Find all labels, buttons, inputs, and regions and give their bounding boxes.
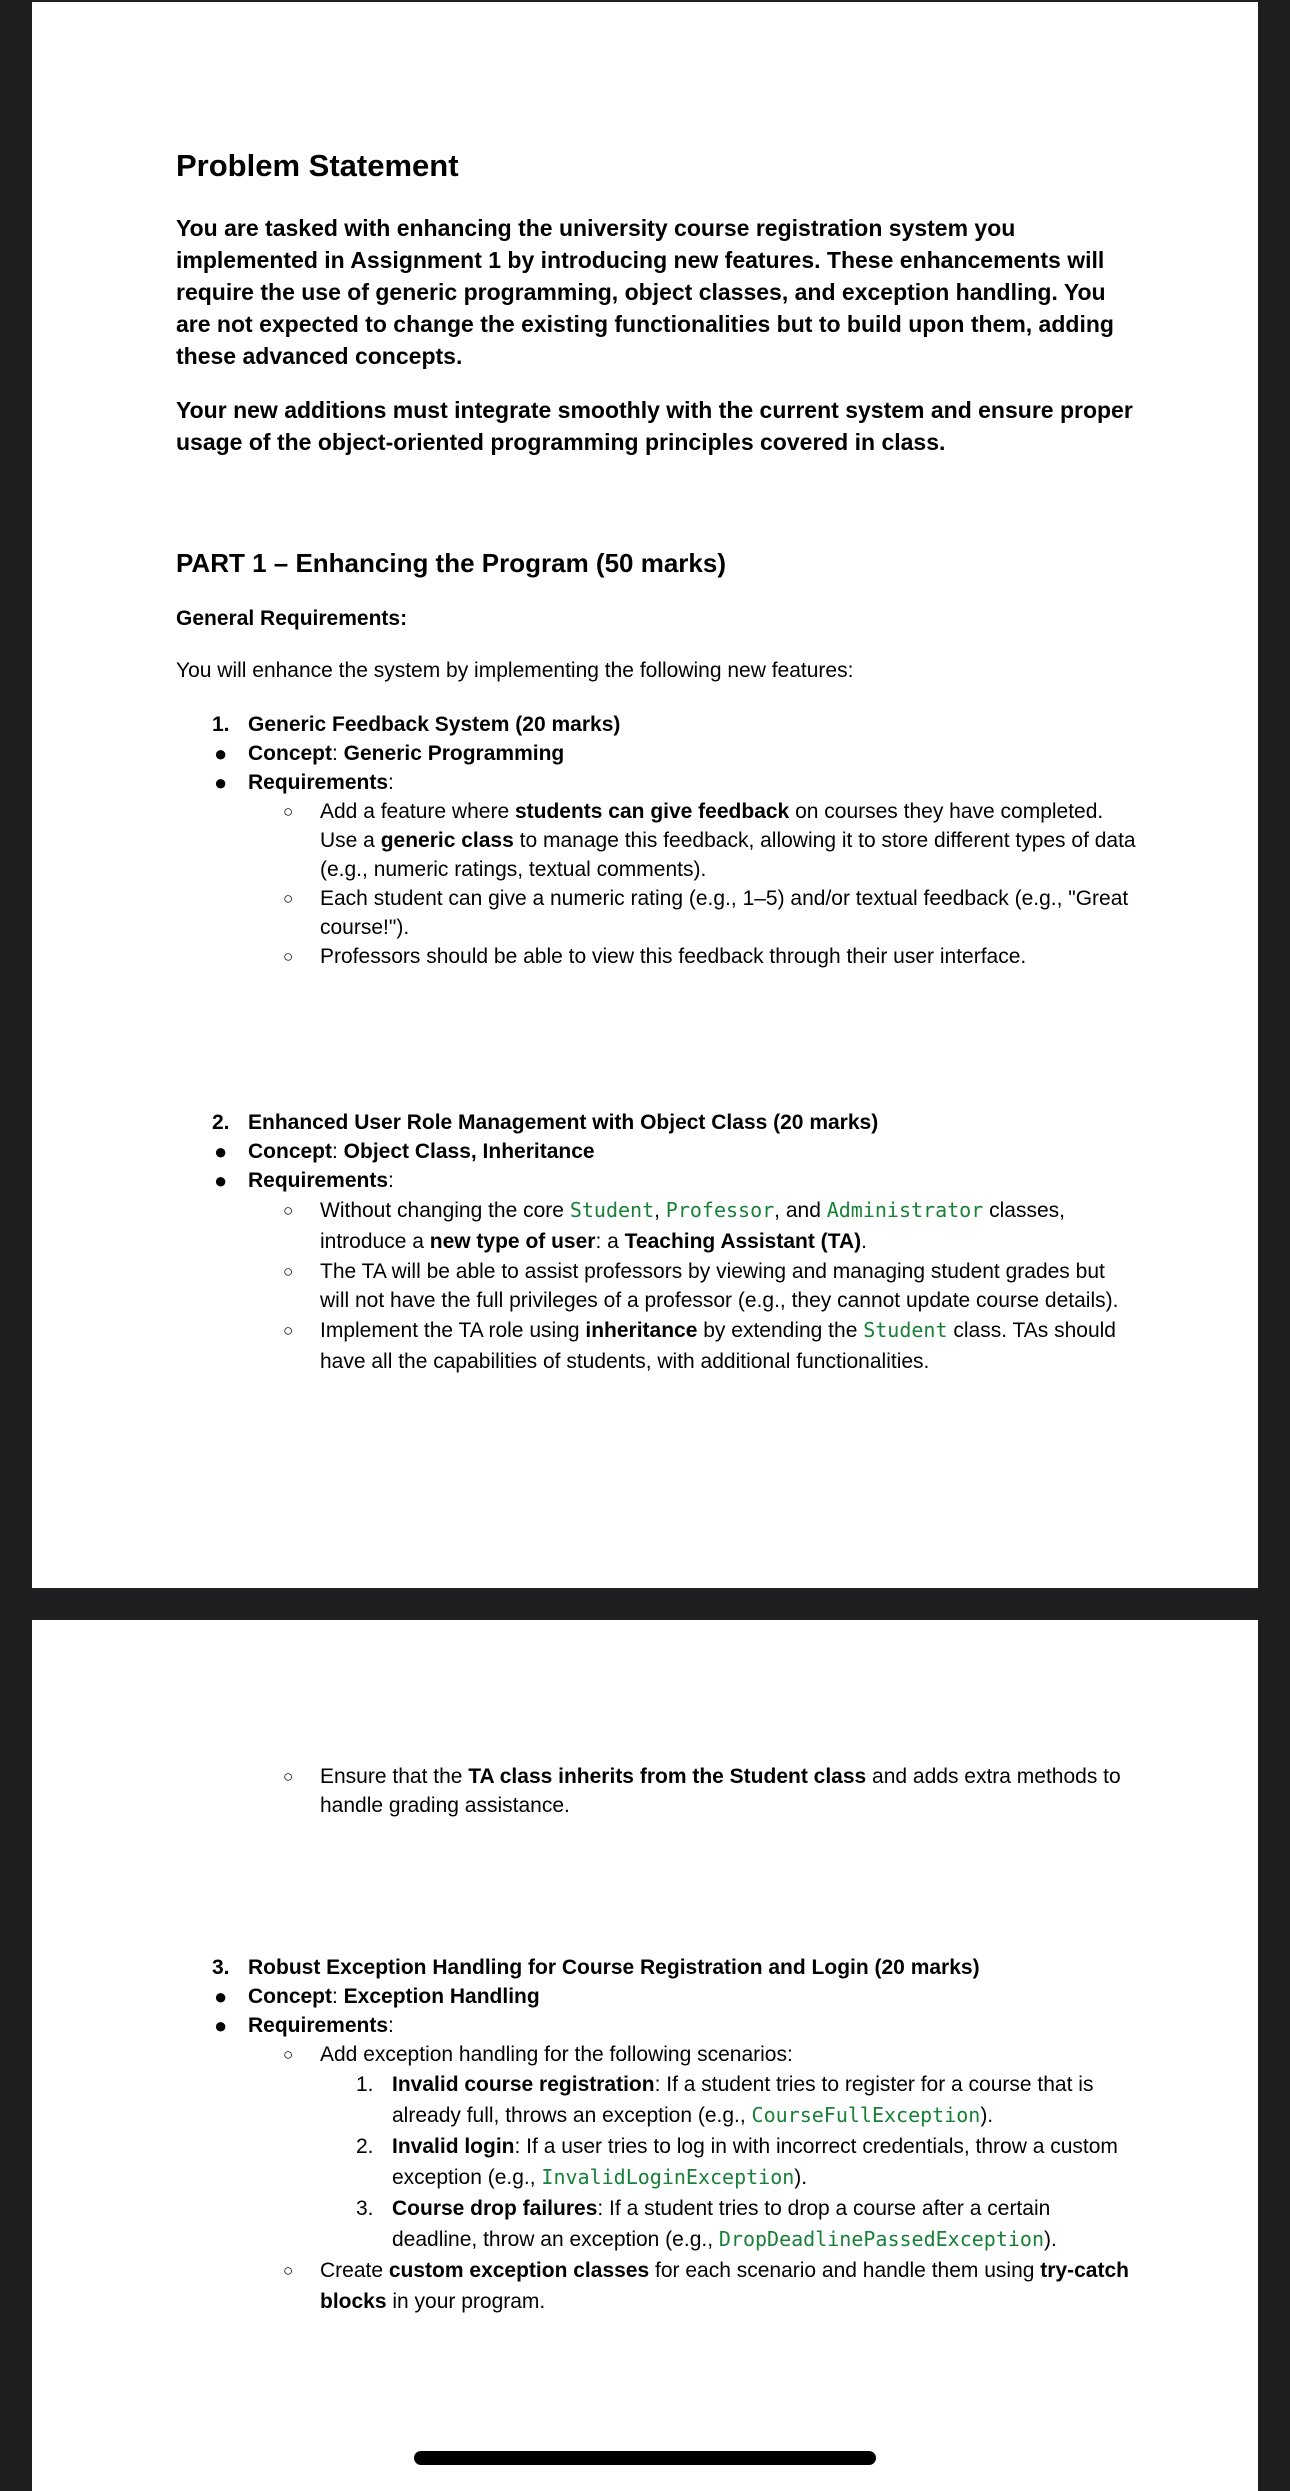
feature-2-req-2	[176, 1257, 1136, 1315]
feature-3-req-1	[176, 2040, 1136, 2069]
req-text: to manage this feedback, allowing it to store different types of data (e.g., numeric ratings, textual comments).	[320, 829, 1136, 881]
req-text: Without changing the core	[320, 1199, 570, 1222]
document-page-1	[32, 2, 1258, 1588]
feature-3-req-2	[176, 2255, 1136, 2317]
req-emphasis: TA class inherits from the Student class	[468, 1765, 867, 1788]
req-emphasis: try-catch blocks	[320, 2259, 1129, 2313]
req-text: class. TAs should have all the capabilities of students, with additional functionalities.	[320, 1319, 1116, 1373]
req-text: on courses they have completed. Use a	[320, 800, 1104, 852]
req-emphasis: new type of user	[429, 1230, 596, 1253]
feature-2-requirements-row: ● Requirements:	[214, 1168, 394, 1193]
req-text: Ensure that the	[320, 1765, 469, 1788]
feature-1-section	[176, 710, 1136, 971]
bullet-icon: ●	[214, 1168, 228, 1193]
bullet-icon: ●	[214, 770, 228, 795]
req-emphasis: inheritance	[585, 1319, 698, 1342]
concept-label: Concept	[248, 1985, 332, 2008]
feature-2-concept: Object Class, Inheritance	[343, 1140, 595, 1163]
scenario-1: 1. Invalid course registration: If a student tries to register for a course that is already full, throws an exception (e.g., CourseFullException).	[176, 2069, 1136, 2131]
scenario-title: Course drop failures	[392, 2197, 598, 2220]
requirements-label: Requirements	[248, 771, 389, 794]
bullet-icon: ●	[214, 2013, 228, 2038]
feature-3-concept-row: ● Concept: Exception Handling	[214, 1984, 540, 2009]
req-text: Professors should be able to view this feedback through their user interface.	[320, 945, 1027, 968]
feature-1-concept: Generic Programming	[343, 742, 565, 765]
scenario-title: Invalid login	[392, 2135, 515, 2158]
feature-1-req-1	[176, 797, 1136, 884]
code-exception: DropDeadlinePassedException	[718, 2227, 1044, 2251]
feature-1-requirements-row: ● Requirements:	[214, 770, 394, 795]
code-exception: InvalidLoginException	[541, 2165, 795, 2189]
req-text: The TA will be able to assist professors by viewing and managing student grades but will not have the full privileges of a professor (e.g., they cannot update course details).	[320, 1260, 1119, 1312]
feature-3-title: Robust Exception Handling for Course Registration and Login (20 marks)	[248, 1956, 980, 1979]
hollow-bullet-icon: ○	[283, 2045, 294, 2064]
feature-2-req-4	[176, 1762, 1136, 1820]
feature-2-req-3	[176, 1315, 1136, 1377]
code-student: Student	[863, 1318, 948, 1342]
hollow-bullet-icon: ○	[283, 1201, 294, 1220]
scenario-number: 3.	[356, 2197, 374, 2220]
scenario-number: 2.	[356, 2135, 374, 2158]
hollow-bullet-icon: ○	[283, 1767, 294, 1786]
concept-label: Concept	[248, 1140, 332, 1163]
scenario-number: 1.	[356, 2073, 374, 2096]
req-emphasis: custom exception classes	[388, 2259, 650, 2282]
lead-paragraph: You will enhance the system by implementing the following new features:	[176, 659, 854, 682]
req-text: Create	[320, 2259, 389, 2282]
concept-label: Concept	[248, 742, 332, 765]
req-text: Implement the TA role using	[320, 1319, 586, 1342]
scenario-text: : If a user tries to log in with incorrect credentials, throw a custom exception (e.g.,	[392, 2135, 1118, 2189]
feature-1-req-3	[176, 942, 1136, 971]
hollow-bullet-icon: ○	[283, 889, 294, 908]
feature-1-concept-row: ● Concept: Generic Programming	[214, 741, 565, 766]
feature-3-requirements-row: ● Requirements:	[214, 2013, 394, 2038]
part-1-heading: PART 1 – Enhancing the Program (50 marks)	[176, 548, 726, 578]
bullet-icon: ●	[214, 1984, 228, 2009]
hollow-bullet-icon: ○	[283, 1321, 294, 1340]
feature-1-title: Generic Feedback System (20 marks)	[248, 713, 621, 736]
scenario-text: : If a student tries to drop a course after a certain deadline, throw an exception (e.g.,	[392, 2197, 1051, 2251]
req-text: Add exception handling for the following scenarios:	[320, 2043, 793, 2066]
document-page-2	[32, 1620, 1258, 2491]
req-text: Add a feature where	[320, 800, 515, 823]
req-emphasis: students can give feedback	[514, 800, 790, 823]
req-text: Each student can give a numeric rating (e.g., 1–5) and/or textual feedback (e.g., "Great course!").	[320, 887, 1129, 939]
feature-1-title-row	[176, 710, 1136, 739]
feature-3-section	[176, 1953, 1136, 2317]
feature-2-continued	[176, 1762, 1136, 1820]
feature-1-req-2	[176, 884, 1136, 942]
hollow-bullet-icon: ○	[283, 947, 294, 966]
feature-2-section	[176, 1108, 1136, 1377]
feature-2-req-1: ○ Without changing the core Student, Professor, and Administrator classes, introduce a new type of user: a Teaching Assistant (TA).	[176, 1195, 1136, 1257]
req-text: by extending the	[697, 1319, 864, 1342]
feature-2-title: Enhanced User Role Management with Object Class (20 marks)	[248, 1111, 879, 1134]
scenario-text: : If a student tries to register for a course that is already full, throws an exception (e.g.,	[392, 2073, 1094, 2127]
requirements-label: Requirements	[248, 1169, 389, 1192]
bullet-icon: ●	[214, 741, 228, 766]
code-student: Student	[569, 1198, 655, 1222]
requirements-label: Requirements	[248, 2014, 389, 2037]
hollow-bullet-icon: ○	[283, 1262, 294, 1281]
feature-3-title-row	[176, 1953, 1136, 1982]
intro-paragraph-1: You are tasked with enhancing the university course registration system you implemented in Assignment 1 by introducing new features. These enhancements will require the use of generic programming, object classes, and exception handling. You are not expected to change the existing functionalities but to build upon them, adding these advanced concepts.	[176, 215, 1114, 369]
code-exception: CourseFullException	[751, 2103, 981, 2127]
hollow-bullet-icon: ○	[283, 802, 294, 821]
feature-2-number: 2.	[212, 1111, 230, 1134]
code-professor: Professor	[665, 1198, 775, 1222]
problem-statement-heading: Problem Statement	[176, 148, 459, 183]
req-text: for each scenario and handle them using	[649, 2259, 1041, 2282]
feature-2-title-row	[176, 1108, 1136, 1137]
home-indicator[interactable]	[414, 2451, 876, 2465]
req-text: : a	[595, 1230, 625, 1253]
intro-paragraph-2: Your new additions must integrate smoothly with the current system and ensure proper usage of the object-oriented programming principles covered in class.	[176, 397, 1133, 455]
req-text: and adds extra methods to handle grading assistance.	[320, 1765, 1121, 1817]
scenario-3: 3. Course drop failures: If a student tries to drop a course after a certain deadline, throw an exception (e.g., DropDeadlinePassedException).	[176, 2193, 1136, 2255]
req-text: classes, introduce a	[320, 1199, 1065, 1253]
req-text: in your program.	[386, 2290, 546, 2313]
feature-3-number: 3.	[212, 1956, 230, 1979]
feature-2-concept-row: ● Concept: Object Class, Inheritance	[214, 1139, 595, 1164]
scenario-2: 2. Invalid login: If a user tries to log in with incorrect credentials, throw a custom exception (e.g., InvalidLoginException).	[176, 2131, 1136, 2193]
feature-1-number: 1.	[212, 713, 230, 736]
req-emphasis: Teaching Assistant (TA)	[624, 1230, 862, 1253]
feature-3-concept: Exception Handling	[343, 1985, 540, 2008]
scenario-title: Invalid course registration	[392, 2073, 655, 2096]
code-administrator: Administrator	[826, 1198, 984, 1222]
general-requirements-heading: General Requirements:	[176, 607, 408, 630]
req-emphasis: generic class	[380, 829, 514, 852]
bullet-icon: ●	[214, 1139, 228, 1164]
hollow-bullet-icon: ○	[283, 2261, 294, 2280]
